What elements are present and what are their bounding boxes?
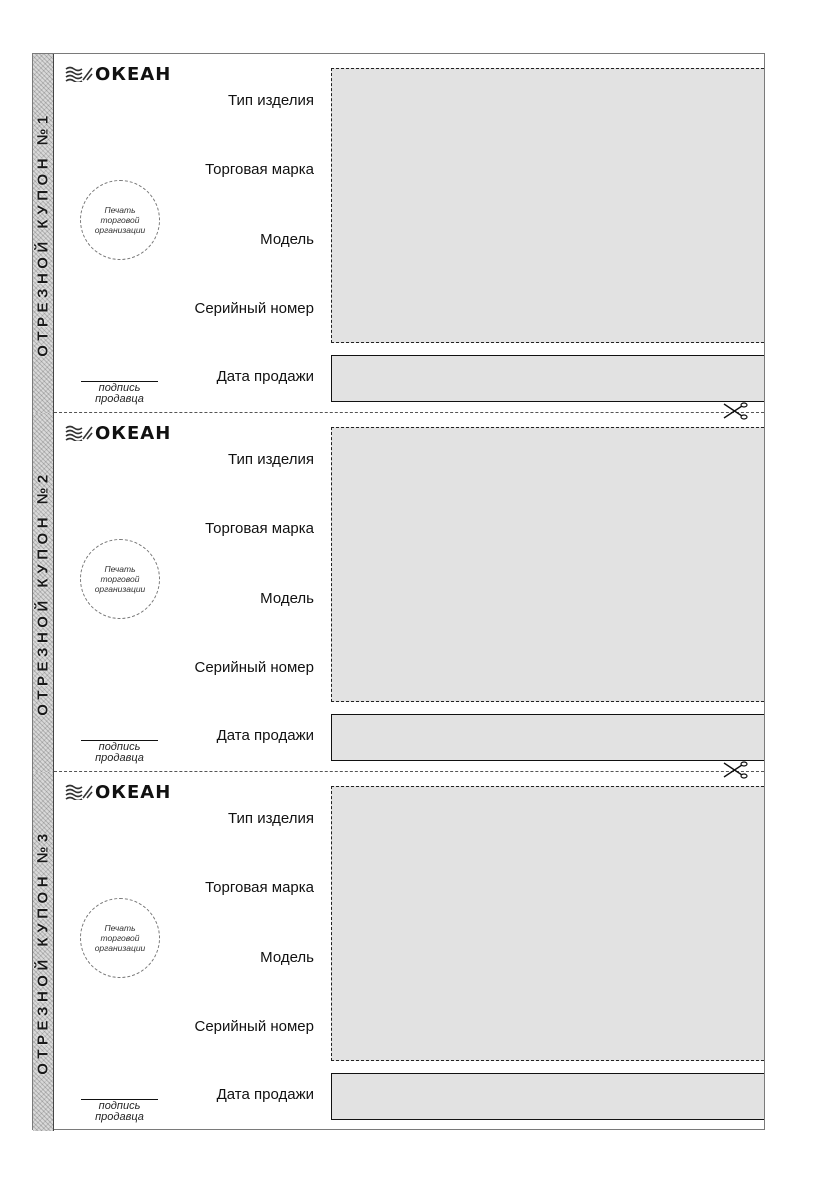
strip-title: ОТРЕЗНОЙ КУПОН №2 xyxy=(34,469,52,716)
logo-text: ОКЕАН xyxy=(95,422,172,444)
label-serial-number: Серийный номер xyxy=(194,300,314,317)
stamp-line: организации xyxy=(94,584,146,594)
stamp-line: Печать xyxy=(104,564,136,574)
label-serial-number: Серийный номер xyxy=(194,659,314,676)
signature-caption xyxy=(81,1101,158,1123)
label-model: Модель xyxy=(260,231,314,248)
logo-text: ОКЕАН xyxy=(95,781,172,803)
stamp-line: Печать xyxy=(104,923,136,933)
brand-logo xyxy=(65,423,171,443)
signature-caption xyxy=(81,383,158,405)
label-brand: Торговая марка xyxy=(205,161,314,178)
coupon-3 xyxy=(33,772,764,1131)
stamp-caption xyxy=(85,564,155,594)
label-sale-date: Дата продажи xyxy=(216,368,314,385)
label-brand: Торговая марка xyxy=(205,879,314,896)
coupon-strip xyxy=(33,413,54,772)
label-product-type: Тип изделия xyxy=(228,92,314,109)
stamp-line: организации xyxy=(94,943,146,953)
stamp-line: Печать xyxy=(104,205,136,215)
brand-logo xyxy=(65,64,171,84)
brand-logo xyxy=(65,782,171,802)
coupon-sheet xyxy=(32,53,765,1130)
sale-date-field[interactable] xyxy=(331,1073,764,1120)
signature-caption-line: подпись xyxy=(98,382,141,394)
coupon-strip xyxy=(33,772,54,1131)
signature-caption xyxy=(81,742,158,764)
waves-logo-icon xyxy=(65,66,93,82)
coupon-2 xyxy=(33,413,764,772)
stamp-caption xyxy=(85,205,155,235)
stamp-line: торговой xyxy=(100,574,140,584)
signature-caption-line: подпись xyxy=(98,741,141,753)
coupon-strip xyxy=(33,54,54,413)
store-stamp-area xyxy=(80,539,160,619)
strip-title: ОТРЕЗНОЙ КУПОН №3 xyxy=(34,828,52,1075)
store-stamp-area xyxy=(80,898,160,978)
label-model: Модель xyxy=(260,949,314,966)
sale-date-field[interactable] xyxy=(331,355,764,402)
sale-date-field[interactable] xyxy=(331,714,764,761)
label-product-type: Тип изделия xyxy=(228,810,314,827)
signature-caption-line: продавца xyxy=(95,1111,144,1123)
waves-logo-icon xyxy=(65,784,93,800)
label-sale-date: Дата продажи xyxy=(216,727,314,744)
label-sale-date: Дата продажи xyxy=(216,1086,314,1103)
strip-title: ОТРЕЗНОЙ КУПОН №1 xyxy=(34,110,52,357)
product-details-field[interactable] xyxy=(331,427,764,702)
store-stamp-area xyxy=(80,180,160,260)
label-serial-number: Серийный номер xyxy=(194,1018,314,1035)
stamp-line: торговой xyxy=(100,215,140,225)
signature-caption-line: продавца xyxy=(95,393,144,405)
logo-text: ОКЕАН xyxy=(95,63,172,85)
stamp-caption xyxy=(85,923,155,953)
product-details-field[interactable] xyxy=(331,786,764,1061)
label-brand: Торговая марка xyxy=(205,520,314,537)
stamp-line: организации xyxy=(94,225,146,235)
waves-logo-icon xyxy=(65,425,93,441)
signature-caption-line: продавца xyxy=(95,752,144,764)
label-product-type: Тип изделия xyxy=(228,451,314,468)
product-details-field[interactable] xyxy=(331,68,764,343)
stamp-line: торговой xyxy=(100,933,140,943)
label-model: Модель xyxy=(260,590,314,607)
signature-caption-line: подпись xyxy=(98,1100,141,1112)
coupon-1 xyxy=(33,54,764,413)
